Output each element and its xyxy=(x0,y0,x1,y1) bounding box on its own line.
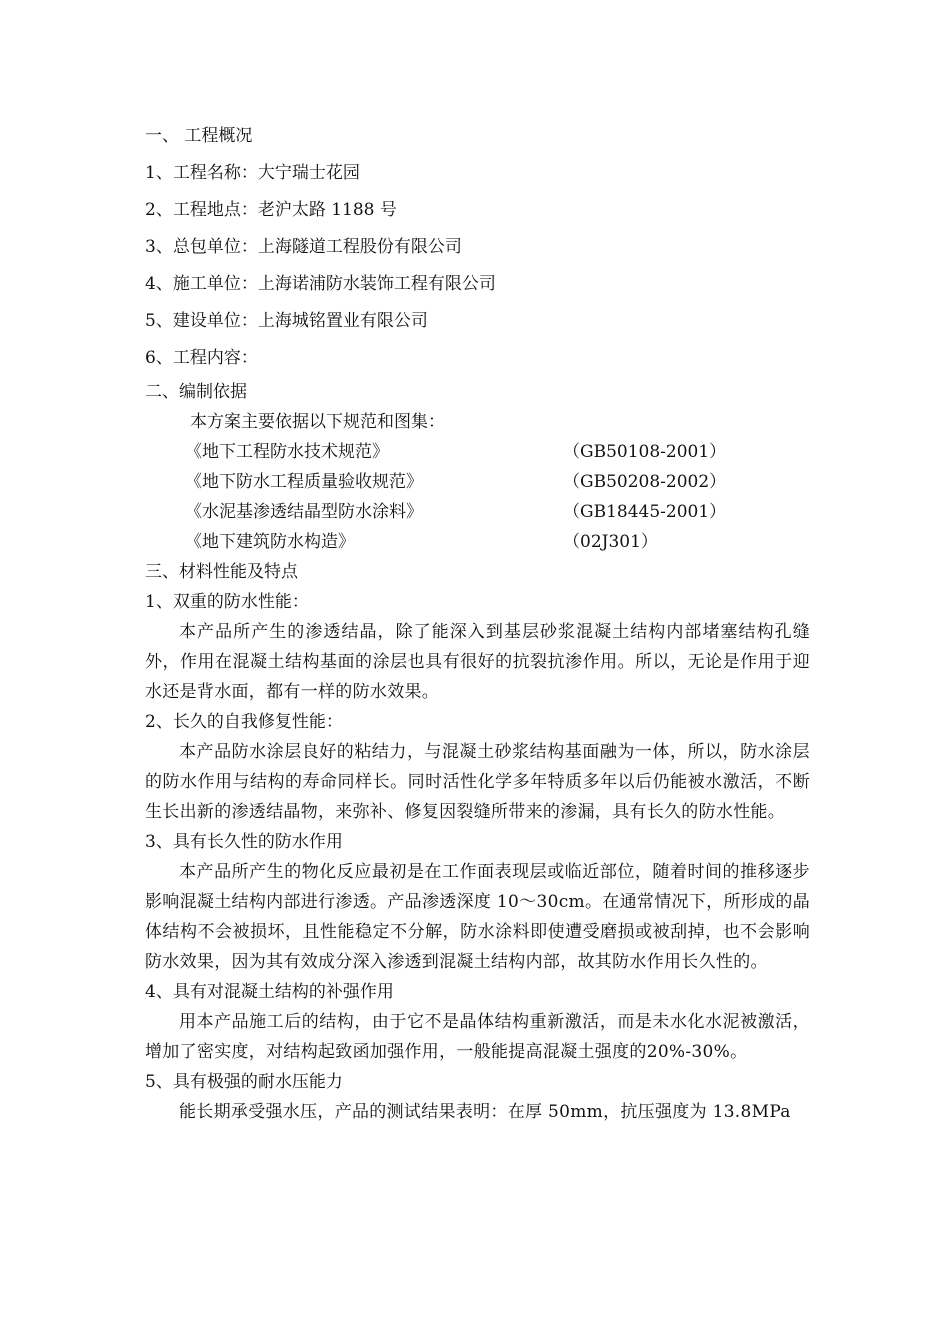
project-name: 1、工程名称：大宁瑞士花园 xyxy=(145,163,360,183)
point-body: 能长期承受强水压，产品的测试结果表明：在厚 50mm，抗压强度为 13.8MPa xyxy=(179,1102,791,1122)
document-page xyxy=(145,118,810,1127)
construction-unit: 4、施工单位：上海诺浦防水装饰工程有限公司 xyxy=(145,274,496,294)
point-title: 2、长久的自我修复性能： xyxy=(145,712,343,732)
basis-intro: 本方案主要依据以下规范和图集： xyxy=(190,412,445,432)
reference-row xyxy=(145,467,810,497)
point-title: 4、具有对混凝土结构的补强作用 xyxy=(145,982,394,1002)
point-body: 用本产品施工后的结构，由于它不是晶体结构重新激活，而是未水化水泥被激活，增加了密实度，对结构起致函加强作用，一般能提高混凝土强度的20%-30%。 xyxy=(145,1012,810,1062)
point-title: 5、具有极强的耐水压能力 xyxy=(145,1072,343,1092)
reference-title: 《地下建筑防水构造》 xyxy=(185,532,355,552)
general-contractor: 3、总包单位：上海隧道工程股份有限公司 xyxy=(145,237,462,257)
reference-row xyxy=(145,527,810,557)
reference-code: （GB18445-2001） xyxy=(563,502,727,522)
point-body: 本产品所产生的物化反应最初是在工作面表现层或临近部位，随着时间的推移逐步影响混凝土结构内部进行渗透。产品渗透深度 10～30cm。在通常情况下，所形成的晶体结构不会被损坏，且性能稳定不分解，防水涂料即使遭受磨损或被刮掉，也不会影响防水效果，因为其有效成分深入渗透到混凝土结构内部，故其防水作用长久性的。 xyxy=(145,862,810,972)
point-body: 本产品所产生的渗透结晶，除了能深入到基层砂浆混凝土结构内部堵塞结构孔缝外，作用在混凝土结构基面的涂层也具有很好的抗裂抗渗作用。所以，无论是作用于迎水还是背水面，都有一样的防水效果。 xyxy=(145,622,810,702)
point-title: 1、双重的防水性能： xyxy=(145,592,309,612)
reference-title: 《地下防水工程质量验收规范》 xyxy=(185,472,423,492)
developer-unit: 5、建设单位：上海城铭置业有限公司 xyxy=(145,311,428,331)
section-heading-overview: 一、 工程概况 xyxy=(145,126,253,146)
reference-row xyxy=(145,497,810,527)
point-title: 3、具有长久性的防水作用 xyxy=(145,832,343,852)
point-body: 本产品防水涂层良好的粘结力，与混凝土砂浆结构基面融为一体，所以，防水涂层的防水作用与结构的寿命同样长。同时活性化学多年特质多年以后仍能被水激活，不断生长出新的渗透结晶物，来弥补、修复因裂缝所带来的渗漏，具有长久的防水性能。 xyxy=(145,742,810,822)
reference-code: （02J301） xyxy=(563,532,658,552)
section-heading-materials: 三、材料性能及特点 xyxy=(145,562,298,582)
project-content: 6、工程内容： xyxy=(145,348,258,368)
reference-row xyxy=(145,437,810,467)
reference-title: 《水泥基渗透结晶型防水涂料》 xyxy=(185,502,423,522)
section-heading-basis: 二、编制依据 xyxy=(145,382,247,402)
reference-title: 《地下工程防水技术规范》 xyxy=(185,442,389,462)
reference-code: （GB50108-2001） xyxy=(563,442,727,462)
project-location: 2、工程地点：老沪太路 1188 号 xyxy=(145,200,397,220)
reference-code: （GB50208-2002） xyxy=(563,472,727,492)
